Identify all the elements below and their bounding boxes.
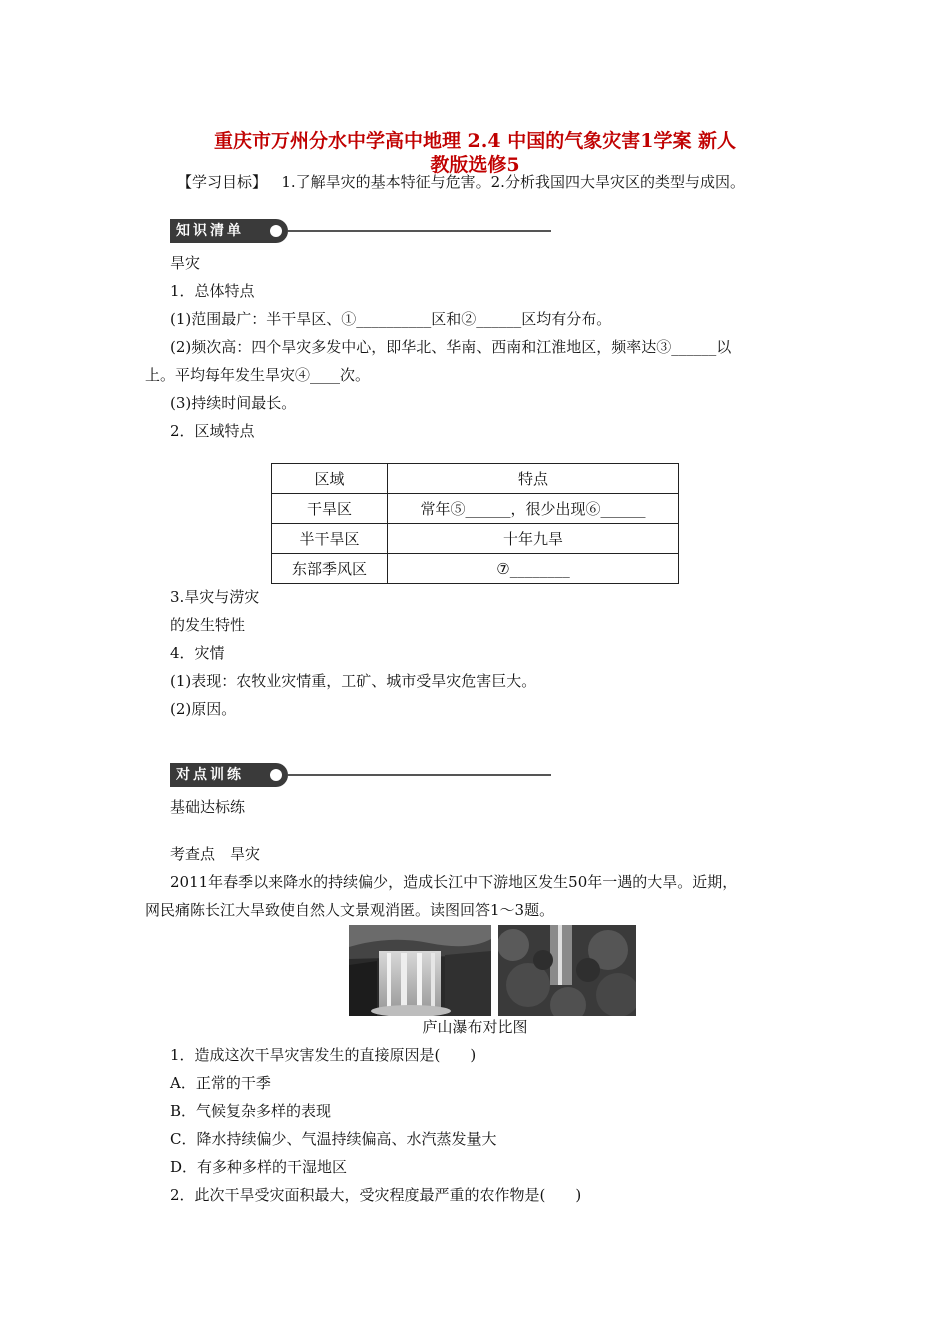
region-features-table — [271, 463, 679, 584]
item1-b-line2: 上。平均每年发生旱灾④____次。 — [145, 366, 371, 384]
item1-title: 1．总体特点 — [170, 282, 255, 300]
table-cell: 东部季风区 — [272, 554, 388, 584]
question-1: 1．造成这次干旱灾害发生的直接原因是( ) — [170, 1046, 477, 1064]
section-tab-label: 知识清单 — [170, 219, 288, 243]
document-title-line2: 教版选修5 — [430, 154, 520, 176]
table-header-cell: 区域 — [272, 464, 388, 494]
document-title-line1: 重庆市万州分水中学高中地理 2.4 中国的气象灾害1学案 新人 — [213, 130, 737, 152]
table-header-cell: 特点 — [388, 464, 679, 494]
section-header-knowledge — [170, 219, 551, 243]
item4-b: (2)原因。 — [170, 700, 237, 718]
option-a: A．正常的干季 — [170, 1074, 271, 1092]
waterfall-photo-after — [498, 925, 636, 1016]
item3-line2: 的发生特性 — [170, 616, 246, 634]
practice-heading: 基础达标练 — [170, 798, 246, 816]
objectives-label: 【学习目标】 — [177, 173, 268, 191]
section-divider — [288, 774, 551, 776]
bullet-dot-icon — [270, 769, 282, 781]
table-cell: 干旱区 — [272, 494, 388, 524]
table-row — [272, 494, 679, 524]
item4-a: (1)表现：农牧业灾情重，工矿、城市受旱灾危害巨大。 — [170, 672, 537, 690]
item1-c: (3)持续时间最长。 — [170, 394, 297, 412]
topic-label: 考查点 旱灾 — [170, 845, 261, 863]
table-cell: 半干旱区 — [272, 524, 388, 554]
table-row — [272, 524, 679, 554]
item1-a: (1)范围最广：半干旱区、①__________区和②______区均有分布。 — [170, 310, 612, 328]
item1-b-line1: (2)频次高：四个旱灾多发中心，即华北、华南、西南和江淮地区，频率达③______以 — [170, 338, 732, 356]
waterfall-photo-before — [349, 925, 491, 1016]
section-header-practice — [170, 763, 551, 787]
item4-title: 4．灾情 — [170, 644, 225, 662]
table-cell: 十年九旱 — [388, 524, 679, 554]
item2-title: 2．区域特点 — [170, 422, 255, 440]
topic-heading: 旱灾 — [170, 254, 201, 272]
bullet-dot-icon — [270, 225, 282, 237]
question-2: 2．此次干旱受灾面积最大，受灾程度最严重的农作物是( ) — [170, 1186, 582, 1204]
passage-line2: 网民痛陈长江大旱致使自然人文景观消匿。读图回答1～3题。 — [145, 901, 555, 919]
table-cell: 常年⑤______，很少出现⑥______ — [388, 494, 679, 524]
objectives — [177, 171, 745, 192]
table-cell: ⑦________ — [388, 554, 679, 584]
option-b: B．气候复杂多样的表现 — [170, 1102, 332, 1120]
figure-caption: 庐山瀑布对比图 — [422, 1018, 528, 1036]
option-d: D．有多种多样的干湿地区 — [170, 1158, 348, 1176]
item3-line1: 3.旱灾与涝灾 — [170, 588, 260, 606]
objectives-text: 1.了解旱灾的基本特征与危害。2.分析我国四大旱灾区的类型与成因。 — [281, 173, 745, 191]
section-divider — [288, 230, 551, 232]
passage-line1: 2011年春季以来降水的持续偏少，造成长江中下游地区发生50年一遇的大旱。近期， — [170, 873, 738, 891]
section-tab-label: 对点训练 — [170, 763, 288, 787]
table-row — [272, 554, 679, 584]
table-header-row — [272, 464, 679, 494]
option-c: C．降水持续偏少、气温持续偏高、水汽蒸发量大 — [170, 1130, 497, 1148]
